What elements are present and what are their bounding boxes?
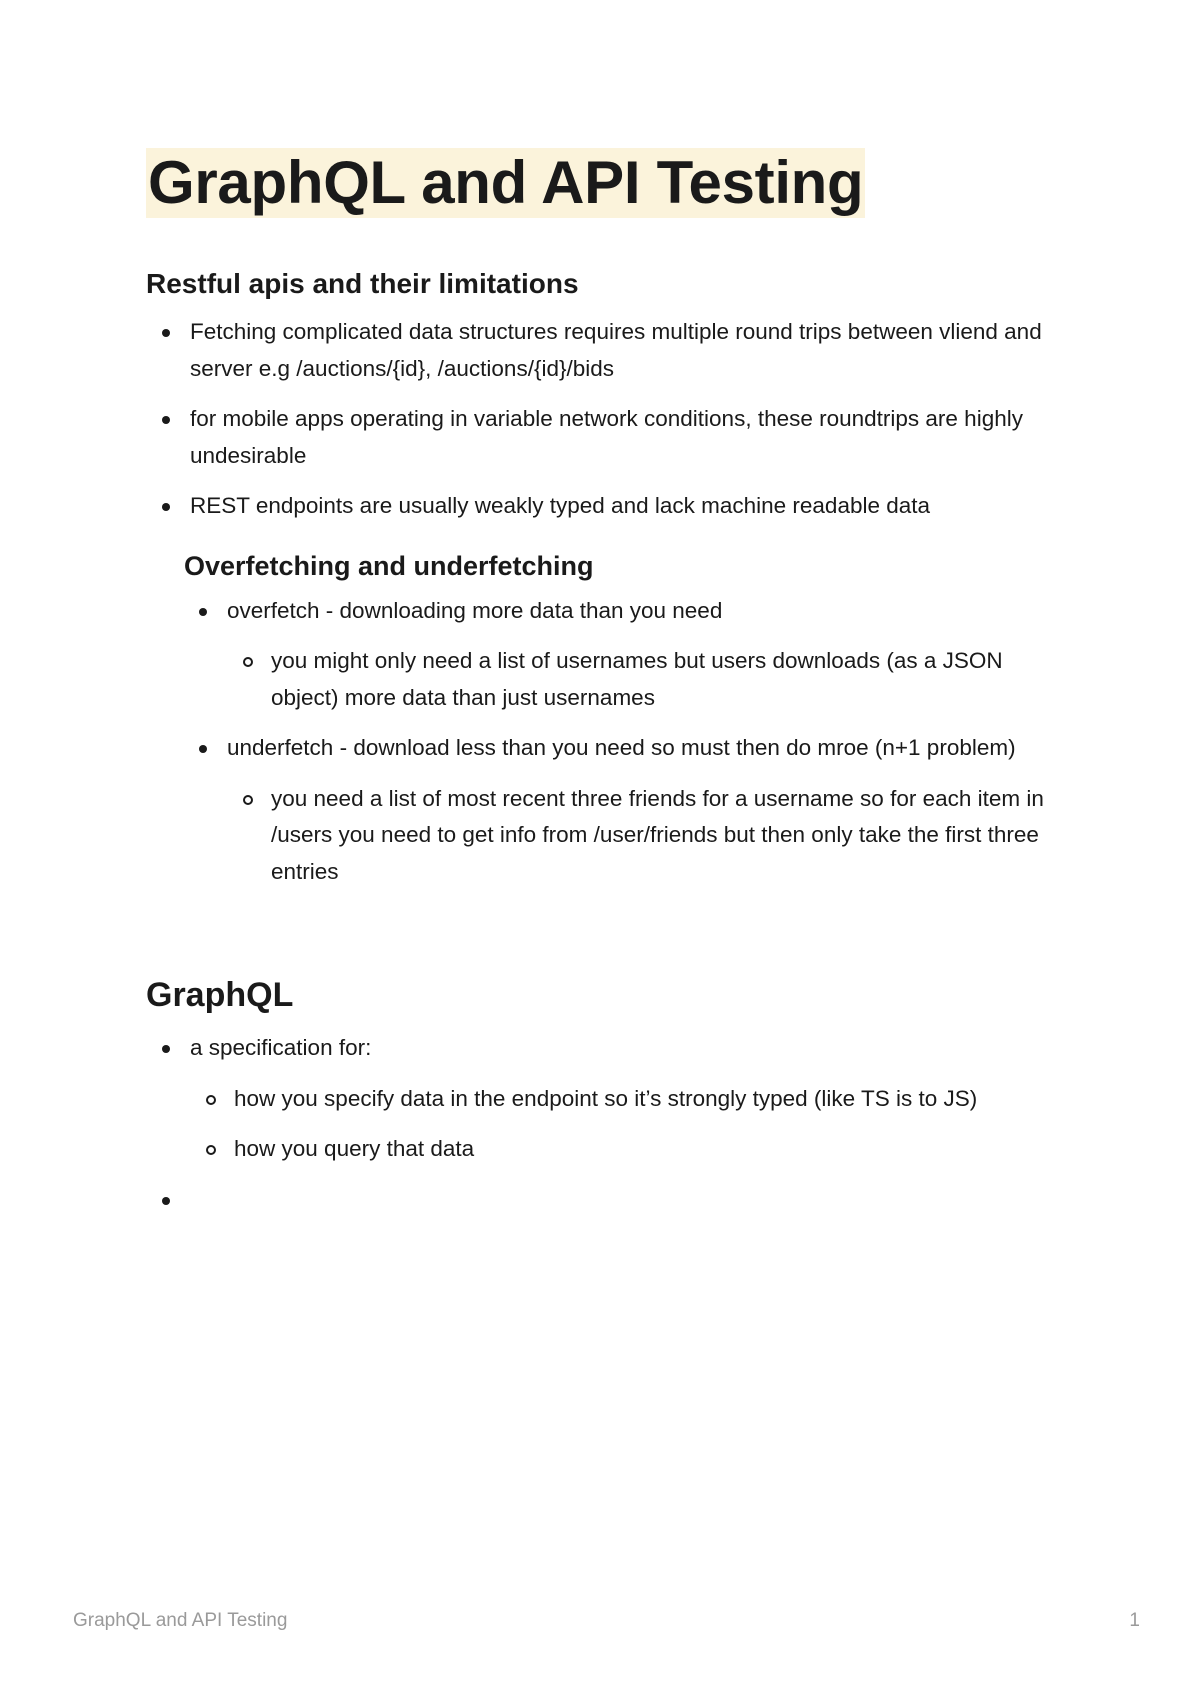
overfetching-list (146, 593, 1046, 630)
graphql-sublist (146, 1081, 1046, 1168)
bullet-icon (199, 745, 207, 753)
hollow-bullet-icon (243, 795, 253, 805)
underfetch-sublist (146, 781, 1046, 891)
underfetching-list (146, 730, 1046, 767)
list-item: a specification for: (146, 1030, 1046, 1067)
bullet-icon (162, 1045, 170, 1053)
document-title: GraphQL and API Testing (148, 149, 864, 216)
list-item: underfetch - download less than you need so must then do mroe (n+1 problem) (146, 730, 1046, 767)
list-item: overfetch - downloading more data than you need (146, 593, 1046, 630)
page-number: 1 (1129, 1610, 1140, 1631)
graphql-list (146, 1030, 1046, 1067)
list-item: you need a list of most recent three friends for a username so for each item in /users you need to get info from /user/friends but then only take the first three entries (146, 781, 1046, 891)
bullet-icon (162, 503, 170, 511)
list-item (146, 1182, 1046, 1219)
hollow-bullet-icon (243, 657, 253, 667)
list-item: for mobile apps operating in variable network conditions, these roundtrips are highly undesirable (146, 401, 1046, 474)
restful-limitations-list (146, 314, 1046, 525)
footer-title: GraphQL and API Testing (73, 1610, 288, 1631)
hollow-bullet-icon (206, 1145, 216, 1155)
bullet-icon (162, 416, 170, 424)
section-heading-graphql: GraphQL (146, 976, 294, 1014)
overfetch-sublist (146, 643, 1046, 716)
list-item: Fetching complicated data structures requires multiple round trips between vliend and server e.g /auctions/{id}, /auctions/{id}/bids (146, 314, 1046, 387)
document-content (146, 148, 1046, 1232)
bullet-icon (162, 329, 170, 337)
section-heading-restful-apis: Restful apis and their limitations (146, 268, 579, 299)
list-item: REST endpoints are usually weakly typed and lack machine readable data (146, 488, 1046, 525)
hollow-bullet-icon (206, 1095, 216, 1105)
subsection-heading-overfetching: Overfetching and underfetching (184, 550, 594, 581)
list-item: how you specify data in the endpoint so it’s strongly typed (like TS is to JS) (146, 1081, 1046, 1118)
graphql-list-empty (146, 1182, 1046, 1219)
list-item: how you query that data (146, 1131, 1046, 1168)
list-item: you might only need a list of usernames but users downloads (as a JSON object) more data than just usernames (146, 643, 1046, 716)
bullet-icon (199, 608, 207, 616)
bullet-icon (162, 1197, 170, 1205)
